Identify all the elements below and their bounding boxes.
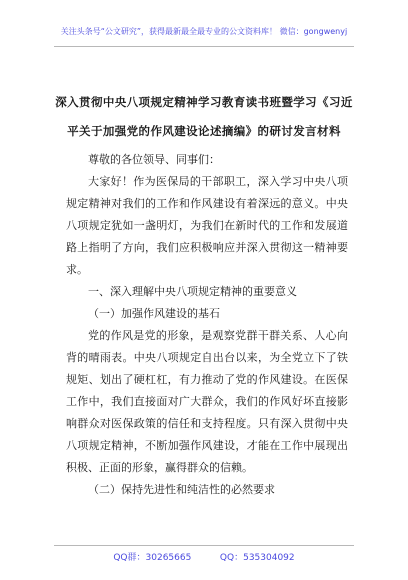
footer-note: QQ群：30265665 QQ：535304092 bbox=[113, 553, 295, 563]
paragraph-intro: 大家好！作为医保局的干部职工，深入学习中央八项规定精神对我们的工作和作风建设有着深远的意义。中央八项规定犹如一盏明灯，为我们在新时代的工作和发展道路上指明了方向，我们应积极响应并深入贯彻这一精神要求。 bbox=[66, 175, 348, 276]
subsection-heading-1: （一）加强作风建设的基石 bbox=[88, 307, 220, 320]
header-divider bbox=[54, 46, 354, 47]
document-title-line-2: 平关于加强党的作风建设论述摘编》的研讨发言材料 bbox=[67, 124, 341, 138]
salutation: 尊敬的各位领导、同事们： bbox=[88, 153, 220, 166]
paragraph-work-style: 党的作风是党的形象，是观察党群干群关系、人心向背的晴雨表。中央八项规定自出台以来，为全党立下了铁规矩、划出了硬杠杠，有力推动了党的作风建设。在医保工作中，我们直接面对广大群众，我们的作风好坏直接影响群众对医保政策的信任和支持程度。只有深入贯彻中央八项规定精神，不断加强作风建设，才能在工作中展现出积极、正面的形象，赢得群众的信赖。 bbox=[66, 329, 348, 474]
section-heading-1: 一、深入理解中央八项规定精神的重要意义 bbox=[88, 285, 297, 298]
document-title-line-1: 深入贯彻中央八项规定精神学习教育读书班暨学习《习近 bbox=[55, 95, 353, 109]
document-body bbox=[66, 149, 348, 501]
subsection-heading-2: （二）保持先进性和纯洁性的必然要求 bbox=[88, 483, 275, 496]
footer-divider bbox=[54, 545, 354, 546]
header-note: 关注头条号“公文研究”，获得最新最全最专业的公文资料库！ 微信：gongwenyj bbox=[60, 27, 348, 36]
